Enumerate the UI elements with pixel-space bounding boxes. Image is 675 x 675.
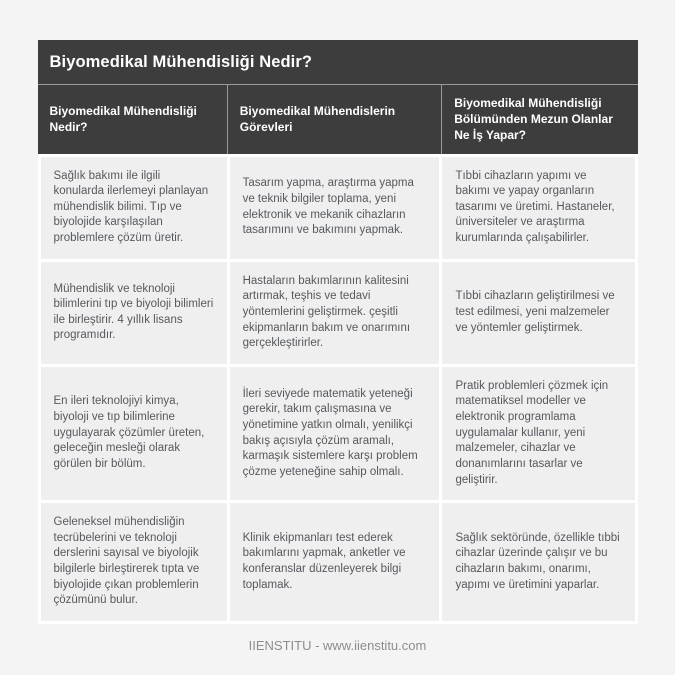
page-title: Biyomedikal Mühendisliği Nedir? xyxy=(38,40,638,84)
table-cell-r4c2: Klinik ekipmanları test ederek bakımlarını yapmak, anketler ve konferanslar düzenleyerek bilgi toplamak. xyxy=(230,503,440,621)
table-cell-r3c2: İleri seviyede matematik yeteneği gerekir, takım çalışmasına ve yönetimine yatkın olmalı, yenilikçi bakış açısıyla çözüm aramalı, karmaşık sistemlere karşı problem çözme yeteneğine sahip olmalı. xyxy=(230,367,440,500)
table-cell-r4c1: Geleneksel mühendisliğin tecrübelerini ve teknoloji derslerini sayısal ve biyolojik bilgilerle birleştirerek tıpta ve biyolojide çıkan problemlerin çözümünü bulur. xyxy=(41,503,227,621)
table-cell-r1c2: Tasarım yapma, araştırma yapma ve teknik bilgiler toplama, yeni elektronik ve mekanik cihazların tasarımını ve bakımını yapmak. xyxy=(230,157,440,259)
info-table xyxy=(38,40,638,624)
table-header-row xyxy=(38,84,638,154)
footer-attribution: IIENSTITU - www.iienstitu.com xyxy=(248,637,427,653)
table-cell-r2c1: Mühendislik ve teknoloji bilimlerini tıp ve biyoloji bilimleri ile birleştirir. 4 yıllık lisans programıdır. xyxy=(41,262,227,364)
table-cell-r3c3: Pratik problemleri çözmek için matematiksel modeller ve elektronik programlama uygulamalar kullanır, yeni malzemeler, cihazlar ve donanımlarını tasarlar ve geliştirir. xyxy=(442,367,634,500)
table-cell-r3c1: En ileri teknolojiyi kimya, biyoloji ve tıp bilimlerine uygulayarak çözümler üreten, geleceğin mesleği olarak görülen bir bölüm. xyxy=(41,367,227,500)
table-cell-r2c2: Hastaların bakımlarının kalitesini artırmak, teşhis ve tedavi yöntemlerini geliştirmek. çeşitli ekipmanların bakım ve onarımını gerçekleştirirler. xyxy=(230,262,440,364)
column-header-mezun: Biyomedikal Mühendisliği Bölümünden Mezun Olanlar Ne İş Yapar? xyxy=(442,85,637,154)
table-cell-r2c3: Tıbbi cihazların geliştirilmesi ve test edilmesi, yeni malzemeler ve yöntemler geliştirmek. xyxy=(442,262,634,364)
table-cell-r1c1: Sağlık bakımı ile ilgili konularda ilerlemeyi planlayan mühendislik bilimi. Tıp ve biyolojide karşılaşılan problemlere çözüm üretir. xyxy=(41,157,227,259)
column-header-nedir: Biyomedikal Mühendisliği Nedir? xyxy=(38,85,227,154)
table-body xyxy=(38,154,638,624)
table-cell-r4c3: Sağlık sektöründe, özellikle tıbbi cihazlar üzerinde çalışır ve bu cihazların bakımı, onarımı, yapımı ve üretimini yaparlar. xyxy=(442,503,634,621)
column-header-gorevleri: Biyomedikal Mühendislerin Görevleri xyxy=(228,85,441,154)
table-cell-r1c3: Tıbbi cihazların yapımı ve bakımı ve yapay organların tasarımı ve üretimi. Hastaneler, üniversiteler ve araştırma kurumlarında çalışabilirler. xyxy=(442,157,634,259)
